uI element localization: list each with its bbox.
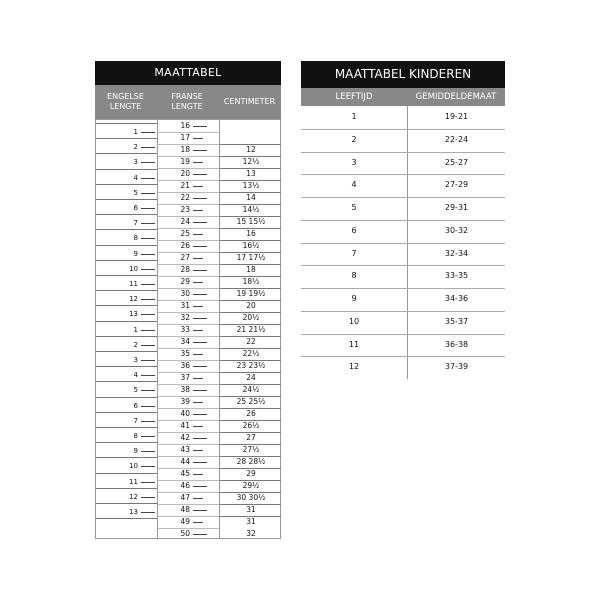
kids-table-body xyxy=(301,106,505,379)
average-size-cell: 34-36 xyxy=(444,294,469,303)
centimeter-value: 24½ xyxy=(242,385,260,394)
french-tick xyxy=(193,474,203,475)
french-size: 47 xyxy=(180,493,190,502)
english-size: 2 xyxy=(133,143,138,152)
french-size: 23 xyxy=(180,205,190,214)
header-french-length: FRANSE LENGTE xyxy=(171,92,203,111)
french-size: 27 xyxy=(180,253,190,262)
french-tick xyxy=(193,270,207,271)
english-size: 2 xyxy=(133,340,138,349)
english-tick xyxy=(141,360,155,361)
french-size: 21 xyxy=(180,181,190,190)
header-average-size: GEMIDDELDEMAAT xyxy=(415,92,497,102)
french-size: 24 xyxy=(180,217,190,226)
english-row-line xyxy=(96,169,157,170)
french-size: 16 xyxy=(180,121,190,130)
english-tick xyxy=(141,466,155,467)
english-row-line xyxy=(96,123,157,124)
english-size: 5 xyxy=(133,188,138,197)
english-row-line xyxy=(96,260,157,261)
english-row-line xyxy=(96,473,157,474)
english-tick xyxy=(141,436,155,437)
french-tick xyxy=(193,462,207,463)
row-divider xyxy=(301,356,505,357)
french-tick xyxy=(193,534,207,535)
english-size: 3 xyxy=(133,158,138,167)
centimeter-value: 18½ xyxy=(242,277,260,286)
english-row-line xyxy=(96,245,157,246)
row-divider xyxy=(301,265,505,266)
english-tick xyxy=(141,345,155,346)
centimeter-value: 14 xyxy=(246,193,256,202)
english-tick xyxy=(141,147,155,148)
centimeter-value: 31 xyxy=(246,517,256,526)
english-size: 6 xyxy=(133,401,138,410)
english-tick xyxy=(141,390,155,391)
centimeter-value: 30 30½ xyxy=(236,493,266,502)
average-size-cell: 33-35 xyxy=(444,271,469,281)
age-cell: 1 xyxy=(351,112,357,121)
english-tick xyxy=(141,314,155,315)
french-size: 31 xyxy=(180,301,190,310)
average-size-cell: 29-31 xyxy=(444,203,469,212)
english-size: 1 xyxy=(133,128,138,136)
french-size: 42 xyxy=(180,433,190,442)
age-cell: 9 xyxy=(351,294,357,303)
table-row xyxy=(301,197,505,220)
age-cell: 3 xyxy=(351,157,357,167)
row-divider xyxy=(301,288,505,289)
header-age: LEEFTIJD xyxy=(335,92,373,102)
french-tick xyxy=(193,510,207,511)
row-divider xyxy=(301,311,505,312)
centimeter-value: 25 25½ xyxy=(236,397,266,406)
english-row-line xyxy=(96,290,157,291)
english-row-line xyxy=(96,427,157,428)
french-tick xyxy=(193,354,203,355)
french-tick xyxy=(193,342,207,343)
centimeter-value: 26½ xyxy=(242,421,260,430)
english-size: 3 xyxy=(133,356,138,364)
french-tick xyxy=(193,306,203,307)
english-tick xyxy=(141,406,155,407)
french-tick xyxy=(193,378,203,379)
french-size: 17 xyxy=(180,133,190,142)
column-divider xyxy=(157,120,158,538)
table-row xyxy=(301,220,505,243)
french-tick xyxy=(193,246,207,247)
english-tick xyxy=(141,375,155,376)
centimeter-value: 29½ xyxy=(242,481,260,490)
centimeter-value: 15 15½ xyxy=(236,217,266,226)
centimeter-value: 27 xyxy=(246,433,256,442)
age-cell: 2 xyxy=(351,134,357,144)
french-size: 19 xyxy=(180,157,190,166)
french-size: 35 xyxy=(180,349,190,358)
table-row xyxy=(301,265,505,288)
centimeter-value: 22 xyxy=(246,337,256,346)
centimeter-value: 31 xyxy=(246,505,256,514)
centimeter-value: 21 21½ xyxy=(236,325,266,334)
english-size: 5 xyxy=(133,386,138,395)
english-row-line xyxy=(96,321,157,322)
average-size-cell: 36-38 xyxy=(444,339,469,349)
french-tick xyxy=(193,330,203,331)
french-size: 34 xyxy=(180,337,190,346)
english-tick xyxy=(141,482,155,483)
english-tick xyxy=(141,269,155,270)
centimeter-value: 13½ xyxy=(242,181,260,190)
row-divider xyxy=(301,152,505,153)
english-tick xyxy=(141,132,155,133)
english-tick xyxy=(141,299,155,300)
french-tick xyxy=(193,126,207,127)
table-row xyxy=(301,311,505,334)
french-size: 41 xyxy=(180,421,190,430)
english-row-line xyxy=(96,397,157,398)
french-size: 46 xyxy=(180,481,190,490)
french-tick xyxy=(193,318,207,319)
english-row-line xyxy=(96,305,157,306)
french-tick xyxy=(193,222,207,223)
row-divider xyxy=(301,220,505,221)
french-tick xyxy=(193,162,203,163)
kids-table-title: MAATTABEL KINDEREN xyxy=(301,61,505,88)
english-size: 6 xyxy=(133,204,138,212)
english-tick xyxy=(141,238,155,239)
age-cell: 4 xyxy=(351,180,357,190)
french-tick xyxy=(193,390,207,391)
english-size: 12 xyxy=(129,295,138,304)
row-divider xyxy=(301,174,505,175)
french-tick xyxy=(193,282,203,283)
french-tick xyxy=(193,210,203,211)
english-size: 4 xyxy=(133,371,138,380)
table-row xyxy=(301,288,505,311)
french-size: 40 xyxy=(180,409,190,418)
table-row xyxy=(301,334,505,357)
age-cell: 5 xyxy=(351,203,357,212)
french-tick xyxy=(193,186,203,187)
french-size: 37 xyxy=(180,373,190,382)
english-row-line xyxy=(96,229,157,230)
size-table-header xyxy=(95,85,281,119)
english-size: 7 xyxy=(133,219,138,228)
english-size: 1 xyxy=(133,325,138,334)
centimeter-value: 13 xyxy=(246,169,256,178)
size-table-body xyxy=(95,119,281,539)
table-row xyxy=(301,106,505,129)
french-tick xyxy=(193,138,203,139)
centimeter-value: 12½ xyxy=(242,157,260,166)
average-size-cell: 35-37 xyxy=(444,316,469,326)
french-size: 29 xyxy=(180,277,190,286)
header-centimeter: CENTIMETER xyxy=(223,97,276,106)
age-cell: 11 xyxy=(348,339,360,349)
french-size: 25 xyxy=(180,229,190,238)
average-size-cell: 22-24 xyxy=(444,134,469,144)
english-row-line xyxy=(96,457,157,458)
english-row-line xyxy=(96,488,157,489)
french-tick xyxy=(193,438,207,439)
french-size: 50 xyxy=(180,529,190,538)
english-tick xyxy=(141,512,155,513)
french-tick xyxy=(193,150,207,151)
french-tick xyxy=(193,402,203,403)
english-row-line xyxy=(96,351,157,352)
english-row-line xyxy=(96,412,157,413)
row-divider xyxy=(301,334,505,335)
french-tick xyxy=(193,486,207,487)
french-size: 49 xyxy=(180,517,190,526)
english-tick xyxy=(141,193,155,194)
french-size: 20 xyxy=(180,169,190,178)
centimeter-value: 19 19½ xyxy=(236,289,266,298)
english-size: 9 xyxy=(133,249,138,258)
french-size: 26 xyxy=(180,241,190,250)
centimeter-value: 24 xyxy=(246,373,256,382)
english-tick xyxy=(141,497,155,498)
age-cell: 7 xyxy=(351,248,357,258)
french-size: 45 xyxy=(180,469,190,478)
english-size: 9 xyxy=(133,447,138,456)
header-english-length: ENGELSE LENGTE xyxy=(107,92,144,111)
table-row xyxy=(301,356,505,379)
french-tick xyxy=(193,294,207,295)
french-tick xyxy=(193,366,207,367)
french-size: 44 xyxy=(180,457,190,466)
age-cell: 10 xyxy=(348,316,360,326)
french-tick xyxy=(193,450,203,451)
french-tick xyxy=(193,498,203,499)
french-tick xyxy=(193,198,207,199)
french-tick xyxy=(193,522,203,523)
average-size-cell: 32-34 xyxy=(444,248,469,258)
kids-table-header xyxy=(301,88,505,106)
french-tick xyxy=(193,174,207,175)
table-row xyxy=(301,243,505,266)
french-tick xyxy=(193,414,207,415)
english-row-line xyxy=(96,138,157,139)
row-divider xyxy=(301,129,505,130)
kids-size-table xyxy=(301,61,505,379)
english-size: 7 xyxy=(133,416,138,425)
centimeter-value: 28 28½ xyxy=(236,457,266,466)
average-size-cell: 25-27 xyxy=(444,157,469,167)
centimeter-value: 29 xyxy=(246,469,256,478)
english-size: 10 xyxy=(129,462,138,471)
centimeter-value: 27½ xyxy=(242,445,260,454)
english-size: 11 xyxy=(129,477,138,486)
centimeter-value: 26 xyxy=(246,409,256,418)
centimeter-value: 18 xyxy=(246,265,256,274)
french-size: 39 xyxy=(180,397,190,406)
english-tick xyxy=(141,330,155,331)
english-size: 4 xyxy=(133,173,138,182)
english-size: 10 xyxy=(129,264,138,273)
row-divider xyxy=(301,243,505,244)
english-row-line xyxy=(96,336,157,337)
english-tick xyxy=(141,208,155,209)
french-size: 43 xyxy=(180,445,190,454)
centimeter-value: 16½ xyxy=(242,241,260,250)
french-size: 36 xyxy=(180,361,190,370)
french-size: 28 xyxy=(180,265,190,274)
french-tick xyxy=(193,258,203,259)
centimeter-value: 23 23½ xyxy=(236,361,266,370)
centimeter-value: 12 xyxy=(246,145,256,154)
english-tick xyxy=(141,451,155,452)
english-size: 8 xyxy=(133,234,138,243)
english-row-line xyxy=(96,442,157,443)
french-size: 30 xyxy=(180,289,190,298)
age-cell: 12 xyxy=(348,362,360,372)
english-row-line xyxy=(96,381,157,382)
average-size-cell: 27-29 xyxy=(444,180,469,190)
average-size-cell: 37-39 xyxy=(444,362,469,372)
age-cell: 8 xyxy=(351,271,357,281)
average-size-cell: 19-21 xyxy=(444,112,469,121)
english-size: 11 xyxy=(129,280,138,288)
english-row-line xyxy=(96,275,157,276)
english-tick xyxy=(141,223,155,224)
french-size: 18 xyxy=(180,145,190,154)
table-row xyxy=(301,174,505,197)
english-row-line xyxy=(96,153,157,154)
size-table-title: MAATTABEL xyxy=(95,61,281,85)
english-size: 13 xyxy=(129,310,138,319)
size-table xyxy=(95,61,281,539)
english-size: 12 xyxy=(129,492,138,501)
average-size-cell: 30-32 xyxy=(444,225,469,235)
english-row-line xyxy=(96,518,157,519)
french-size: 48 xyxy=(180,505,190,514)
french-tick xyxy=(193,234,203,235)
french-size: 32 xyxy=(180,313,190,322)
centimeter-value: 32 xyxy=(246,529,256,538)
english-row-line xyxy=(96,184,157,185)
english-tick xyxy=(141,162,155,163)
english-tick xyxy=(141,284,155,285)
centimeter-value: 22½ xyxy=(242,349,260,358)
english-row-line xyxy=(96,199,157,200)
french-size: 38 xyxy=(180,385,190,394)
english-row-line xyxy=(96,214,157,215)
french-size: 33 xyxy=(180,325,190,334)
english-row-line xyxy=(96,366,157,367)
table-row xyxy=(301,152,505,175)
english-tick xyxy=(141,178,155,179)
french-tick xyxy=(193,426,203,427)
table-row xyxy=(301,129,505,152)
english-tick xyxy=(141,421,155,422)
centimeter-value: 20 xyxy=(246,301,256,310)
centimeter-value: 17 17½ xyxy=(236,253,266,262)
centimeter-value: 16 xyxy=(246,229,256,238)
centimeter-value: 20½ xyxy=(242,313,260,322)
centimeter-value: 14½ xyxy=(242,205,260,214)
english-size: 13 xyxy=(129,508,138,516)
french-size: 22 xyxy=(180,193,190,202)
english-tick xyxy=(141,254,155,255)
english-size: 8 xyxy=(133,432,138,440)
row-divider xyxy=(301,197,505,198)
age-cell: 6 xyxy=(351,225,357,235)
english-row-line xyxy=(96,503,157,504)
